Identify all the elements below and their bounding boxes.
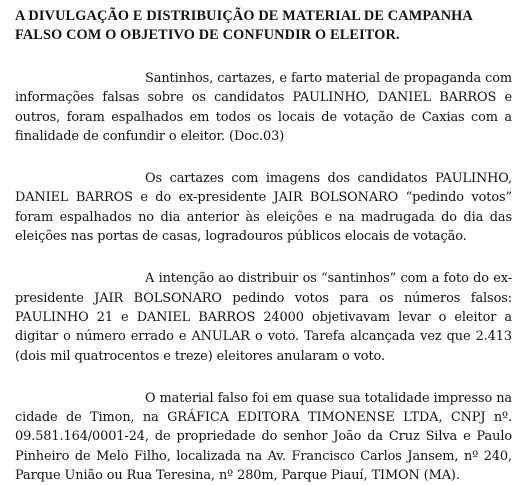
document-page: [15, 0, 512, 485]
section-heading: A DIVULGAÇÃO E DISTRIBUIÇÃO DE MATERIAL DE CAMPANHA FALSO COM O OBJETIVO DE CONFUNDIR O ELEITOR.: [15, 8, 473, 43]
paragraph-santinhos-intent: A intenção ao distribuir os “santinhos” com a foto do ex-presidente JAIR BOLSONARO pedindo votos para os números falsos: PAULINHO 21 e DANIEL BARROS 24000 objetivavam levar o eleitor a digitar o número errado e ANULAR o voto. Tarefa alcançada vez que 2.413 (dois mil quatrocentos e treze) eleitores anularam o voto.: [15, 271, 512, 364]
paragraph-printing-source: O material falso foi em quase sua totalidade impresso na cidade de Timon, na GRÁFICA EDITORA TIMONENSE LTDA, CNPJ nº. 09.581.164/0001-24, de propriedade do senhor João da Cruz Silva e Paulo Pinheiro de Melo Filho, localizada na Av. Francisco Carlos Jansem, nº 240, Parque União ou Rua Teresina, nº 280m, Parque Piauí, TIMON (MA).: [15, 390, 512, 484]
paragraph-posters: Os cartazes com imagens dos candidatos PAULINHO, DANIEL BARROS e do ex-presidente JAIR BOLSONARO “pedindo votos” foram espalhados no dia anterior às eleições e na madrugada do dia das eleições nas portas de casas, logradouros públicos elocais de votação.: [15, 171, 512, 245]
paragraph-campaign-material: Santinhos, cartazes, e farto material de propaganda com informações falsas sobre os candidatos PAULINHO, DANIEL BARROS e outros, foram espalhados em todos os locais de votação de Caxias com a finalidade de confundir o eleitor. (Doc.03): [15, 71, 512, 144]
